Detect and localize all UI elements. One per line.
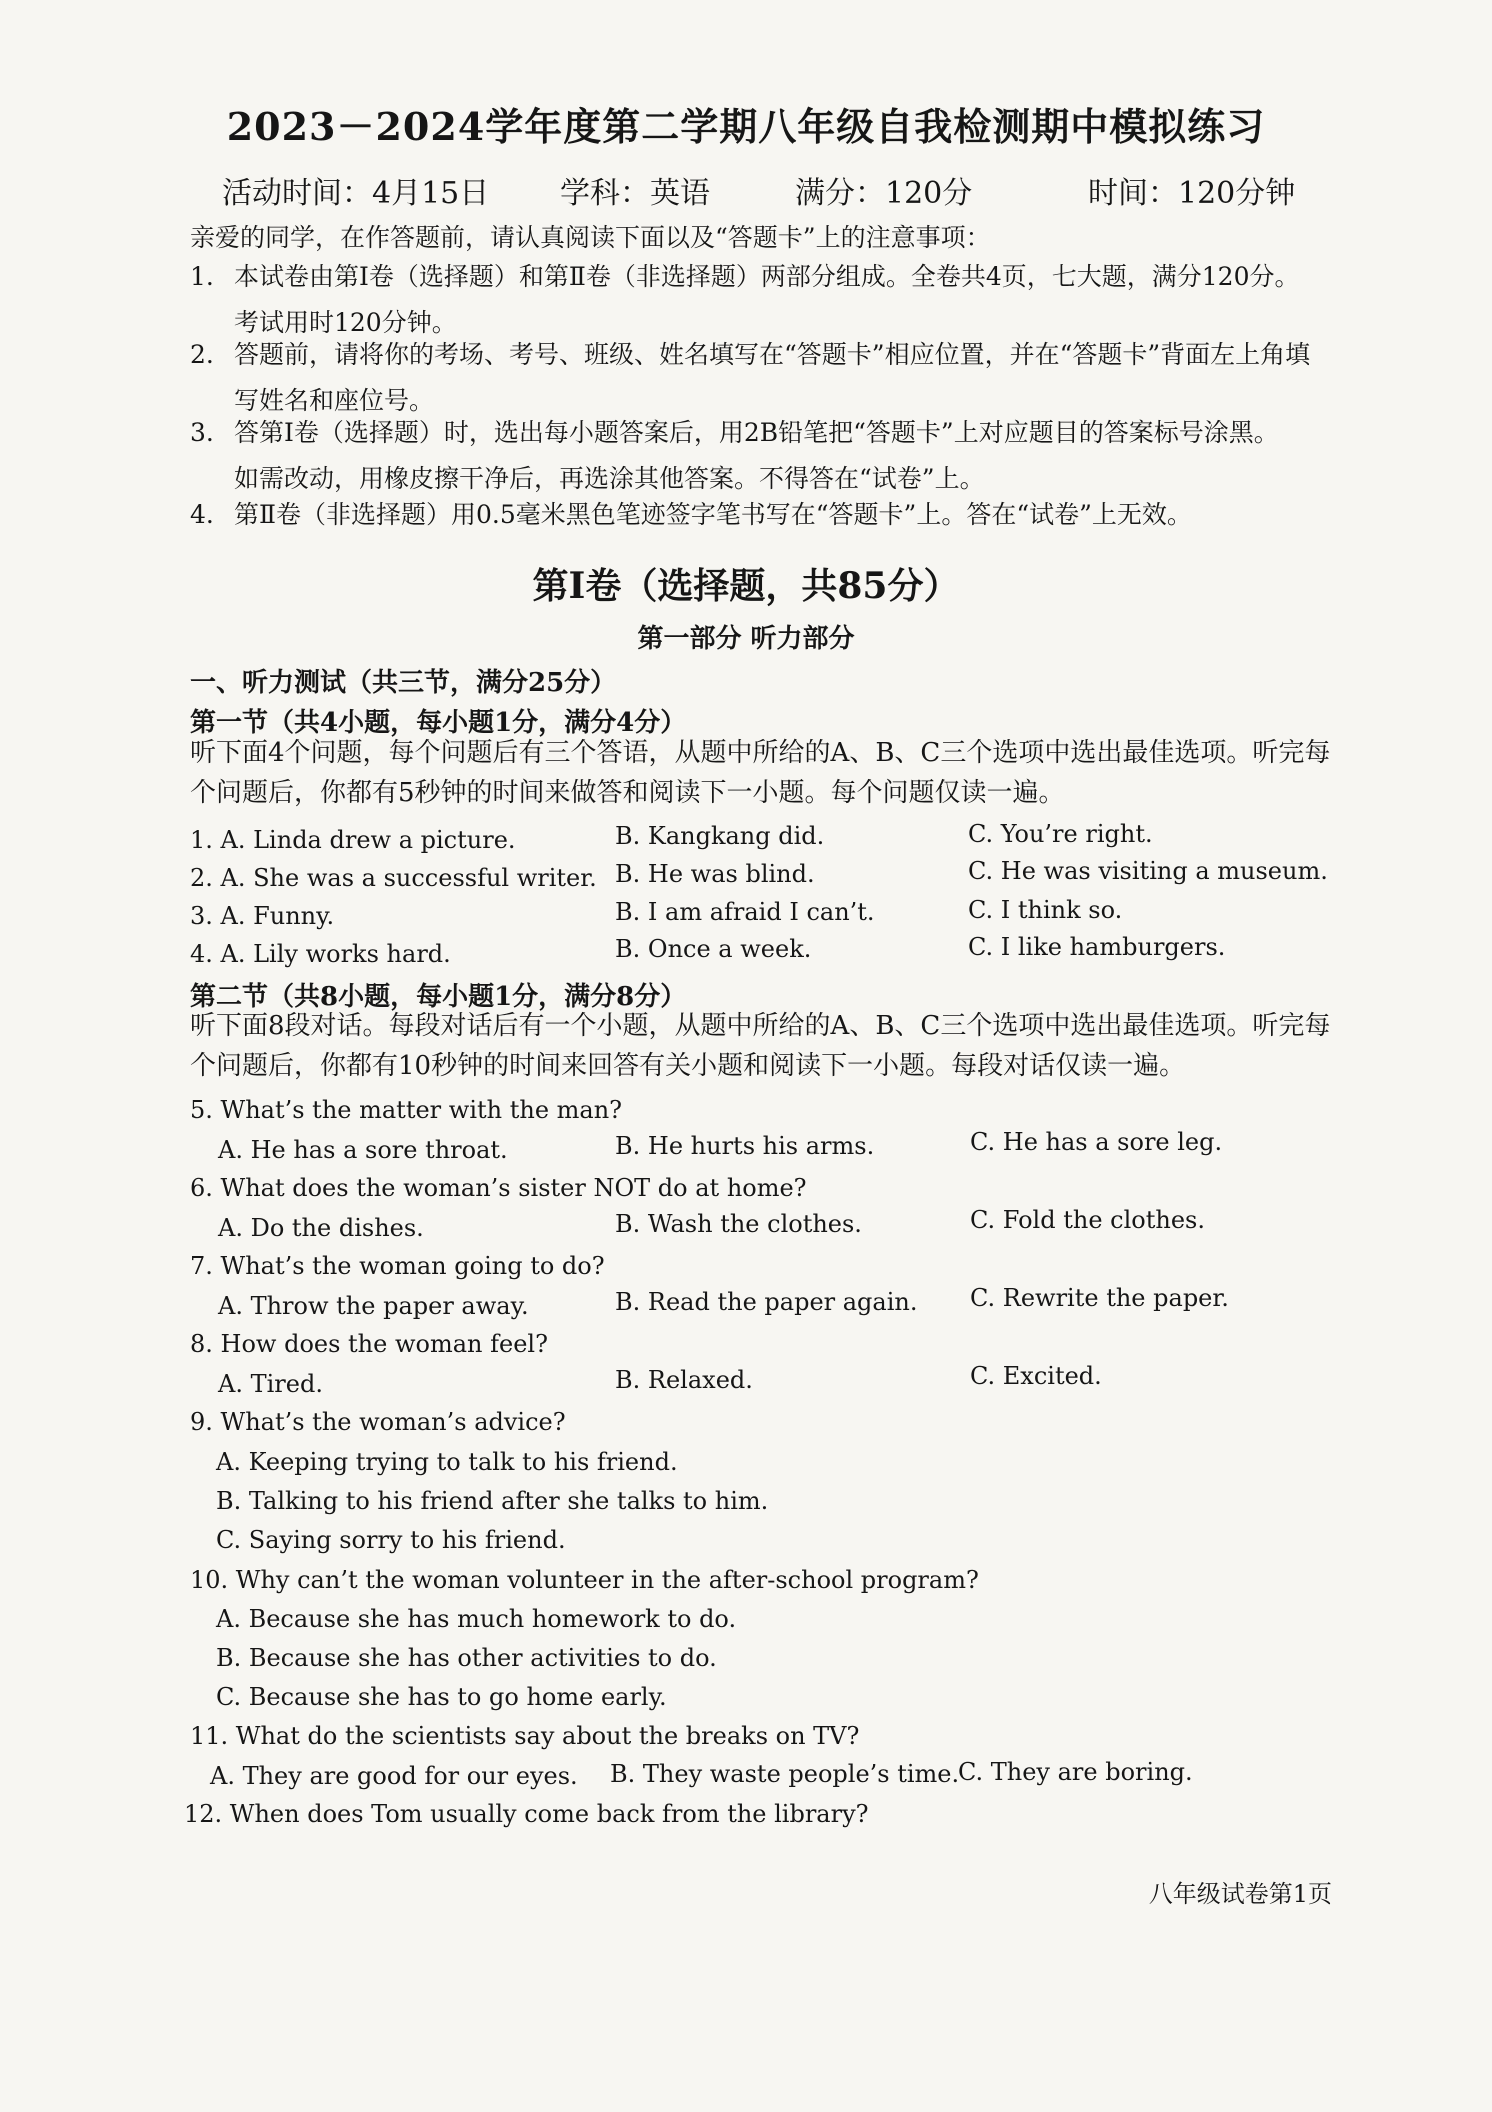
notice-item-text: 答题前，请将你的考场、考号、班级、姓名填写在“答题卡”相应位置，并在“答题卡”背面左上角填 xyxy=(234,340,1311,369)
option-c: C. Rewrite the paper. xyxy=(970,1284,1229,1312)
question-stem: 11. What do the scientists say about the breaks on TV? xyxy=(190,1722,860,1750)
page-footer: 八年级试卷第1页 xyxy=(1148,1880,1332,1908)
question-stem: 10. Why can’t the woman volunteer in the after-school program? xyxy=(190,1566,979,1594)
notice-item-text: 考试用时120分钟。 xyxy=(234,308,457,337)
instruction-line: 听下面4个问题，每个问题后有三个答语，从题中所给的A、B、C三个选项中选出最佳选项。听完每 xyxy=(190,738,1331,768)
notice-item xyxy=(190,492,1330,538)
option-a: A. Throw the paper away. xyxy=(218,1292,529,1320)
option-b: B. Wash the clothes. xyxy=(615,1210,862,1238)
option-b: B. He hurts his arms. xyxy=(615,1132,875,1160)
sec1-heading: 第一节（共4小题，每小题1分，满分4分） xyxy=(190,708,687,738)
notice-item-number: 3. xyxy=(190,418,214,447)
sec1-instruction xyxy=(190,733,1340,813)
option-c: C. You’re right. xyxy=(968,820,1153,848)
notice-item-number: 1. xyxy=(190,262,214,291)
option-a: A. Keeping trying to talk to his friend. xyxy=(216,1448,678,1476)
option-b: B. He was blind. xyxy=(615,860,815,888)
option-c: C. Fold the clothes. xyxy=(970,1206,1205,1234)
question-stem: 6. What does the woman’s sister NOT do at home? xyxy=(190,1174,807,1202)
question-stem: 7. What’s the woman going to do? xyxy=(190,1252,605,1280)
option-c: C. Excited. xyxy=(970,1362,1102,1390)
option-a: A. Tired. xyxy=(218,1370,323,1398)
notice-item-text: 如需改动，用橡皮擦干净后，再选涂其他答案。不得答在“试卷”上。 xyxy=(234,464,985,493)
option-a: 3. A. Funny. xyxy=(190,902,335,930)
option-b: B. Read the paper again. xyxy=(615,1288,918,1316)
notice-item-text: 第Ⅱ卷（非选择题）用0.5毫米黑色笔迹签字笔书写在“答题卡”上。答在“试卷”上无效。 xyxy=(234,500,1192,529)
notice-item-text: 答第Ⅰ卷（选择题）时，选出每小题答案后，用2B铅笔把“答题卡”上对应题目的答案标号涂黑。 xyxy=(234,418,1279,447)
instruction-line: 个问题后，你都有10秒钟的时间来回答有关小题和阅读下一小题。每段对话仅读一遍。 xyxy=(190,1051,1186,1081)
exam-date: 活动时间：4月15日 xyxy=(222,176,490,211)
option-c: C. He has a sore leg. xyxy=(970,1128,1223,1156)
sec2-instruction xyxy=(190,1006,1340,1086)
option-b: B. Talking to his friend after she talks to him. xyxy=(216,1487,769,1515)
instruction-line: 听下面8段对话。每段对话后有一个小题，从题中所给的A、B、C三个选项中选出最佳选项。听完每 xyxy=(190,1011,1331,1041)
notice-item-text: 写姓名和座位号。 xyxy=(234,386,435,415)
option-b: B. Relaxed. xyxy=(615,1366,753,1394)
notice-item-number: 2. xyxy=(190,340,214,369)
option-b: B. Once a week. xyxy=(615,935,812,963)
option-a: 2. A. She was a successful writer. xyxy=(190,864,597,892)
option-b: B. Because she has other activities to do. xyxy=(216,1644,717,1672)
option-b: B. I am afraid I can’t. xyxy=(615,898,875,926)
option-b: B. Kangkang did. xyxy=(615,822,825,850)
exam-time: 时间：120分钟 xyxy=(1088,176,1296,211)
question-stem: 9. What’s the woman’s advice? xyxy=(190,1408,566,1436)
option-c: C. Because she has to go home early. xyxy=(216,1683,667,1711)
option-c: C. They are boring. xyxy=(958,1758,1193,1786)
option-a: A. Because she has much homework to do. xyxy=(216,1605,737,1633)
option-c: C. I like hamburgers. xyxy=(968,933,1226,961)
notice-item-text: 本试卷由第Ⅰ卷（选择题）和第Ⅱ卷（非选择题）两部分组成。全卷共4页，七大题，满分120分。 xyxy=(234,262,1300,291)
option-a: A. Do the dishes. xyxy=(218,1214,424,1242)
notice-item xyxy=(190,410,1330,502)
option-a: 1. A. Linda drew a picture. xyxy=(190,826,516,854)
section-title: 第Ⅰ卷（选择题，共85分） xyxy=(532,565,960,607)
instruction-line: 个问题后，你都有5秒钟的时间来做答和阅读下一小题。每个问题仅读一遍。 xyxy=(190,778,1065,808)
option-a: 4. A. Lily works hard. xyxy=(190,940,451,968)
option-a: A. He has a sore throat. xyxy=(218,1136,508,1164)
listening-heading: 一、听力测试（共三节，满分25分） xyxy=(190,668,617,698)
option-c: C. He was visiting a museum. xyxy=(968,857,1328,885)
part-title: 第一部分 听力部分 xyxy=(637,624,855,654)
option-c: C. I think so. xyxy=(968,896,1123,924)
notice-item-number: 4. xyxy=(190,500,214,529)
question-stem: 5. What’s the matter with the man? xyxy=(190,1096,623,1124)
option-b: B. They waste people’s time. xyxy=(610,1760,960,1788)
exam-title: 2023－2024学年度第二学期八年级自我检测期中模拟练习 xyxy=(226,104,1266,149)
notice-intro: 亲爱的同学，在作答题前，请认真阅读下面以及“答题卡”上的注意事项： xyxy=(190,223,991,252)
option-c: C. Saying sorry to his friend. xyxy=(216,1526,566,1554)
question-stem: 12. When does Tom usually come back from the library? xyxy=(184,1800,869,1828)
option-a: A. They are good for our eyes. xyxy=(210,1762,578,1790)
exam-score: 满分：120分 xyxy=(795,176,973,211)
sec2-heading: 第二节（共8小题，每小题1分，满分8分） xyxy=(190,982,687,1012)
question-stem: 8. How does the woman feel? xyxy=(190,1330,548,1358)
exam-subject: 学科：英语 xyxy=(560,176,710,211)
